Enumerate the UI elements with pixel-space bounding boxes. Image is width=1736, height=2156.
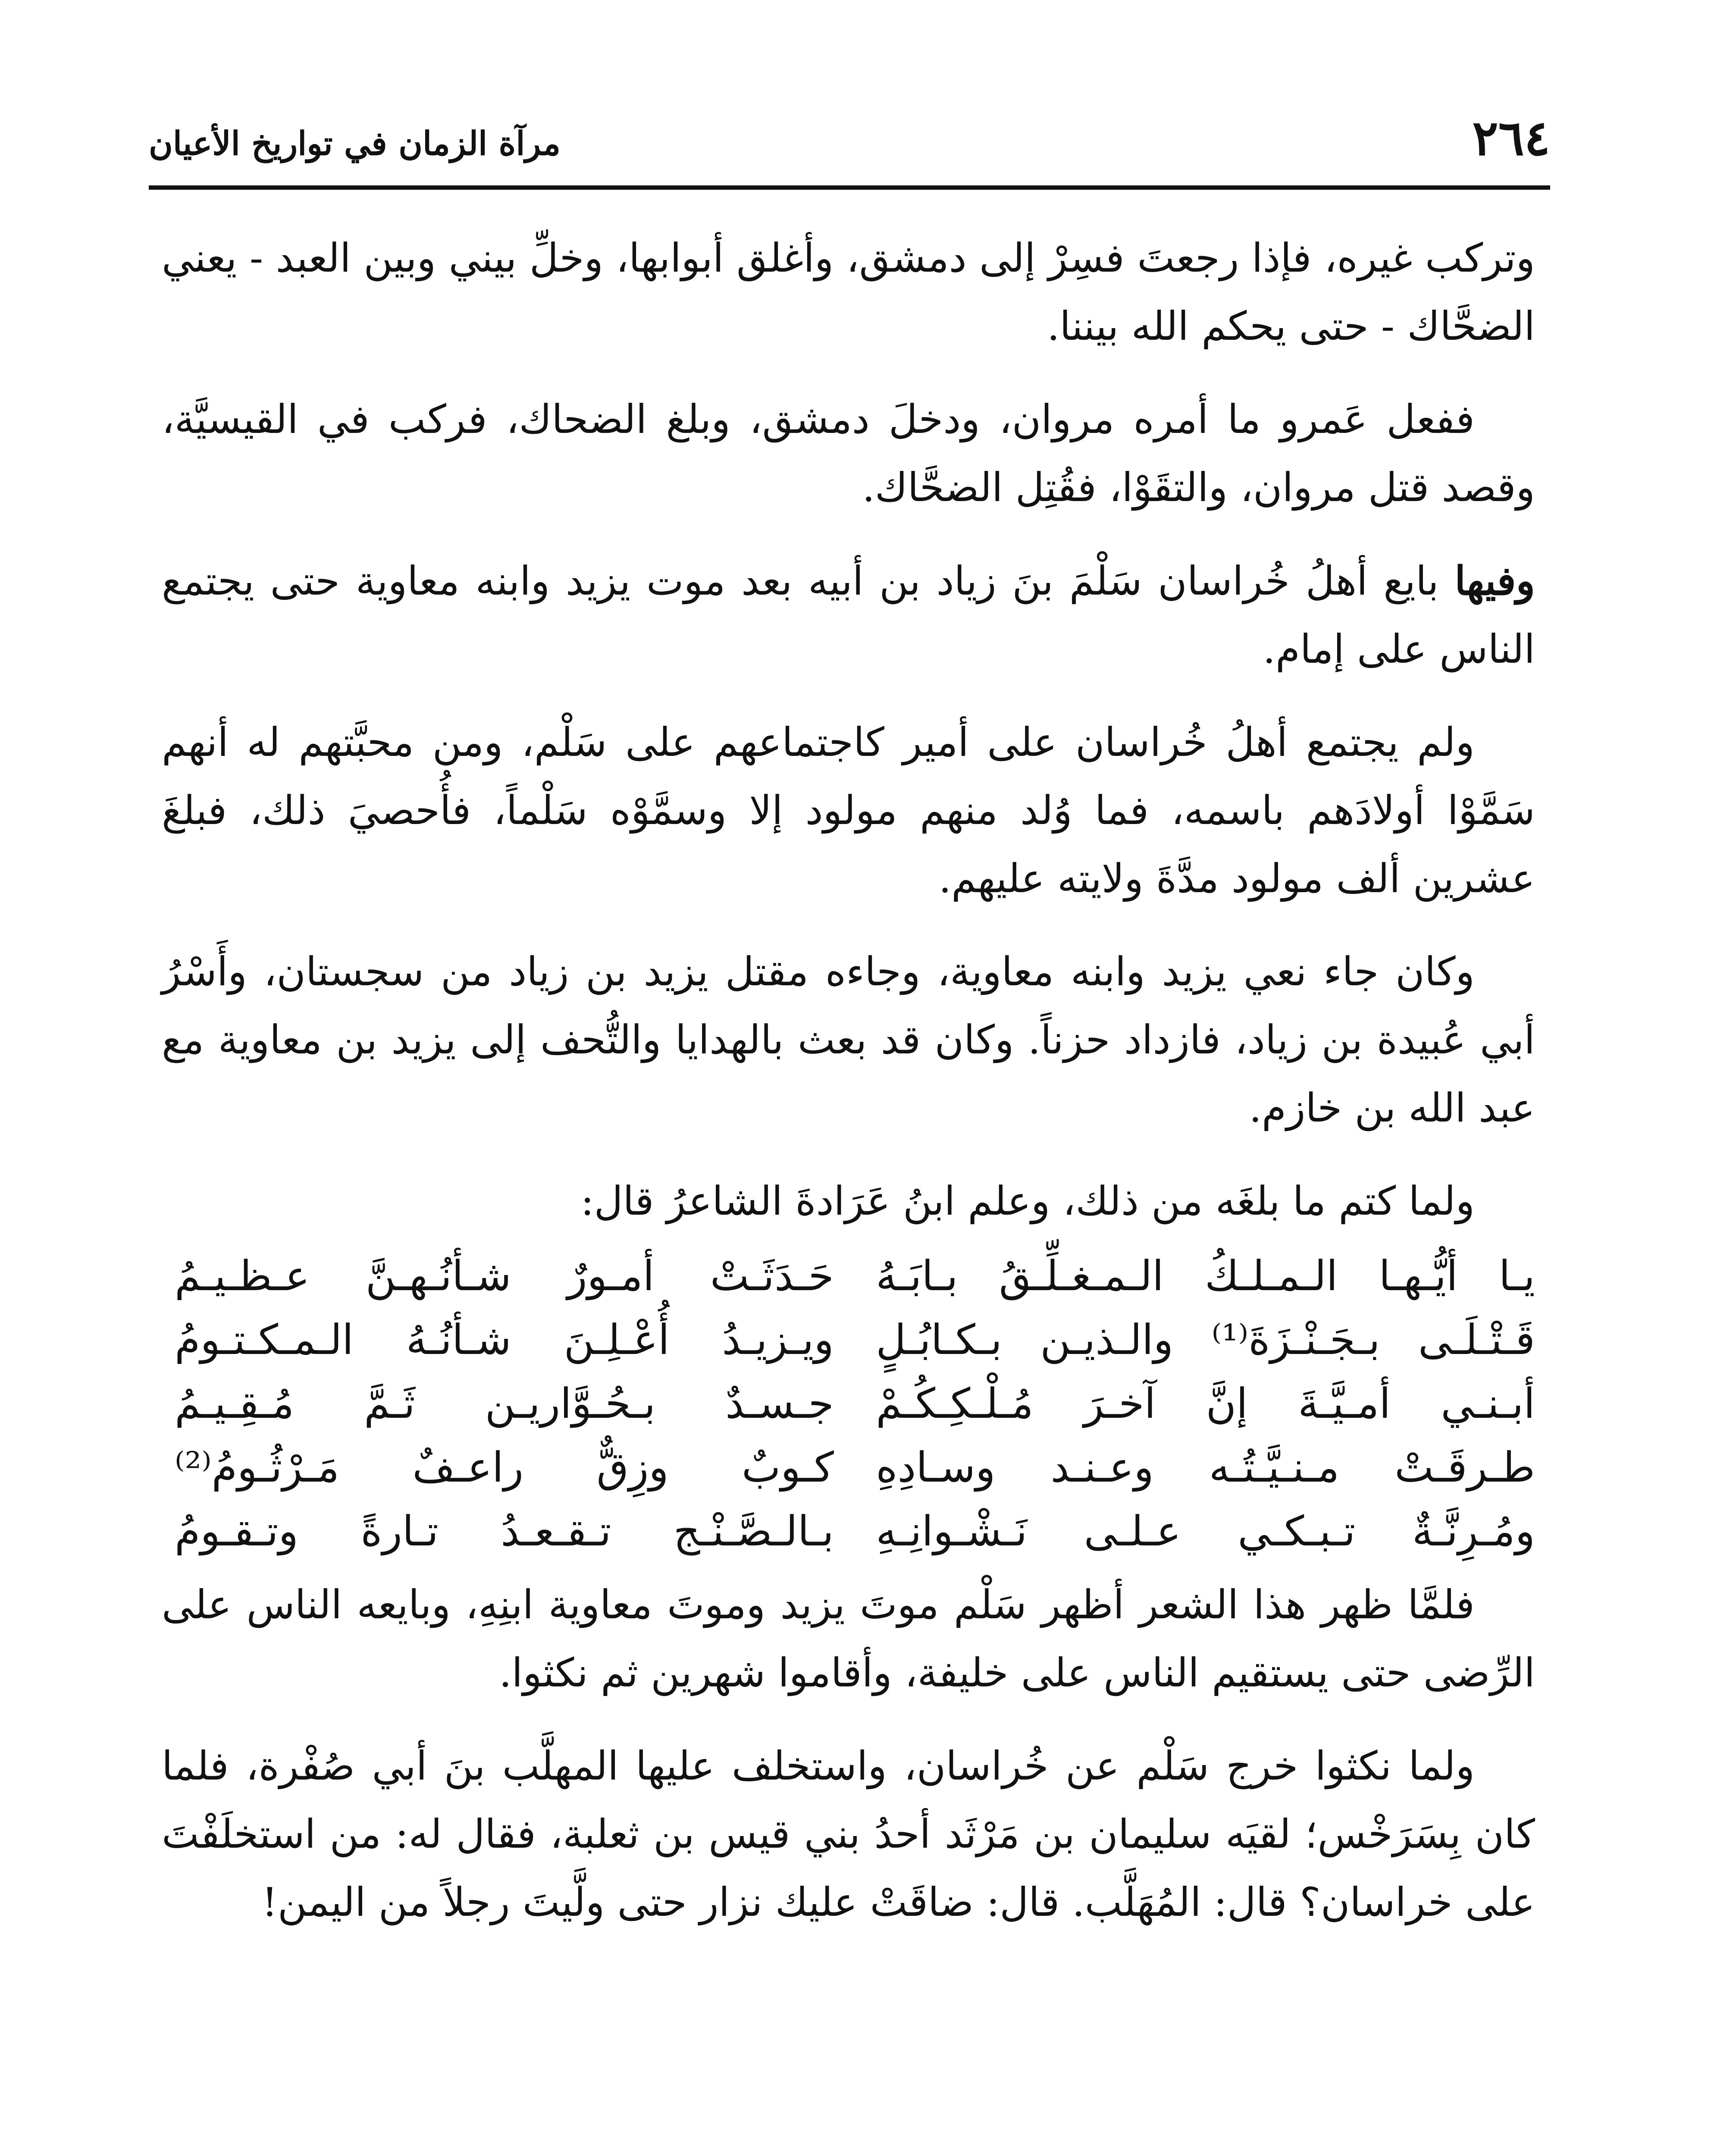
paragraph-text: بايع أهلُ خُراسان سَلْمَ بنَ زياد بن أبيه بعد موت يزيد وابنه معاوية حتى يجتمع الناس على إمام.: [162, 558, 1535, 672]
running-title: مرآة الزمان في تواريخ الأعيان: [149, 124, 561, 163]
paragraph: وكان جاء نعي يزيد وابنه معاوية، وجاءه مقتل يزيد بن زياد من سجستان، وأَسْرُ أبي عُبيدة بن زياد، فازداد حزناً. وكان قد بعث بالهدايا والتُّحف إلى يزيد بن معاوية مع عبد الله بن خازم.: [162, 949, 1535, 1131]
verse-first-hemistich: قَـتْـلَـى بـجَـنْـزَةَ⁽¹⁾ والـذيـن بـكـابُـلٍ: [876, 1316, 1535, 1364]
verse-second-hemistich: حَـدَثَـتْ أمـورٌ شـأنُـهـنَّ عـظـيـمُ: [175, 1252, 834, 1300]
verse-second-hemistich: جـسـدٌ بـحُـوَّاريـن ثَـمَّ مُـقِـيـمُ: [175, 1379, 834, 1428]
page-number: ٢٦٤: [1472, 110, 1550, 166]
verse-first-hemistich: أبـنـي أمـيَّـةَ إنَّ آخـرَ مُـلْـكِـكُـمْ: [876, 1379, 1535, 1428]
paragraph: فلمَّا ظهر هذا الشعر أظهر سَلْم موتَ يزيد وموتَ معاوية ابنِهِ، وبايعه الناس على الرِّضى حتى يستقيم الناس على خليفة، وأقاموا شهرين ثم نكثوا.: [162, 1582, 1535, 1696]
poem-verse: [162, 1308, 1535, 1372]
poem-verse: [162, 1372, 1535, 1435]
verse-first-hemistich: يـا أيُّـهـا الـمـلـكُ الـمـغـلِّـقُ بـابَـهُ: [876, 1252, 1535, 1300]
page-header: [149, 97, 1550, 196]
poem-verse: [162, 1499, 1535, 1563]
poem-verse: [162, 1435, 1535, 1499]
main-text: [162, 224, 1535, 1962]
paragraph: ولما كتم ما بلغَه من ذلك، وعلم ابنُ عَرَادةَ الشاعرُ قال:: [580, 1178, 1475, 1224]
header-rule: [149, 185, 1550, 190]
lead-word: وفيها: [1454, 558, 1535, 604]
paragraph: ولم يجتمع أهلُ خُراسان على أمير كاجتماعهم على سَلْم، ومن محبَّتهم له أنهم سَمَّوْا أولادَهم باسمه، فما وُلد منهم مولود إلا وسمَّوْه سَلْماً، فأُحصيَ ذلك، فبلغَ عشرين ألف مولود مدَّةَ ولايته عليهم.: [162, 719, 1535, 902]
poem: [162, 1244, 1535, 1563]
verse-second-hemistich: كـوبٌ وزِقٌّ راعـفٌ مَـرْثُـومُ⁽²⁾: [175, 1443, 834, 1492]
verse-second-hemistich: ويـزيـدُ أُعْـلِـنَ شـأنُـهُ الـمـكـتـومُ: [175, 1316, 834, 1364]
poem-verse: [162, 1244, 1535, 1308]
paragraph: [162, 547, 1535, 683]
paragraph: وتركب غيره، فإذا رجعتَ فسِرْ إلى دمشق، وأغلق أبوابها، وخلِّ بيني وبين العبد - يعني الضحَّاك - حتى يحكم الله بيننا.: [162, 235, 1535, 349]
paragraph: ففعل عَمرو ما أمره مروان، ودخلَ دمشق، وبلغ الضحاك، فركب في القيسيَّة، وقصد قتل مروان، والتقَوْا، فقُتِل الضحَّاك.: [162, 396, 1535, 511]
verse-first-hemistich: طـرقَـتْ مـنـيَّـتُـه وعـنـد وسـادِهِ: [876, 1443, 1535, 1492]
verse-second-hemistich: بـالـصَّـنْـج تـقـعـدُ تـارةً وتـقـومُ: [175, 1507, 834, 1555]
verse-first-hemistich: ومُـرِنَّـةٌ تـبـكـي عـلـى نَـشْـوانِـهِ: [876, 1507, 1535, 1555]
paragraph: ولما نكثوا خرج سَلْم عن خُراسان، واستخلف عليها المهلَّب بنَ أبي صُفْرة، فلما كان بِسَرَخْس؛ لقيَه سليمان بن مَرْثَد أحدُ بني قيس بن ثعلبة، فقال له: من استخلَفْتَ على خراسان؟ قال: المُهَلَّب. قال: ضاقَتْ عليك نزار حتى ولَّيتَ رجلاً من اليمن!: [162, 1743, 1535, 1925]
